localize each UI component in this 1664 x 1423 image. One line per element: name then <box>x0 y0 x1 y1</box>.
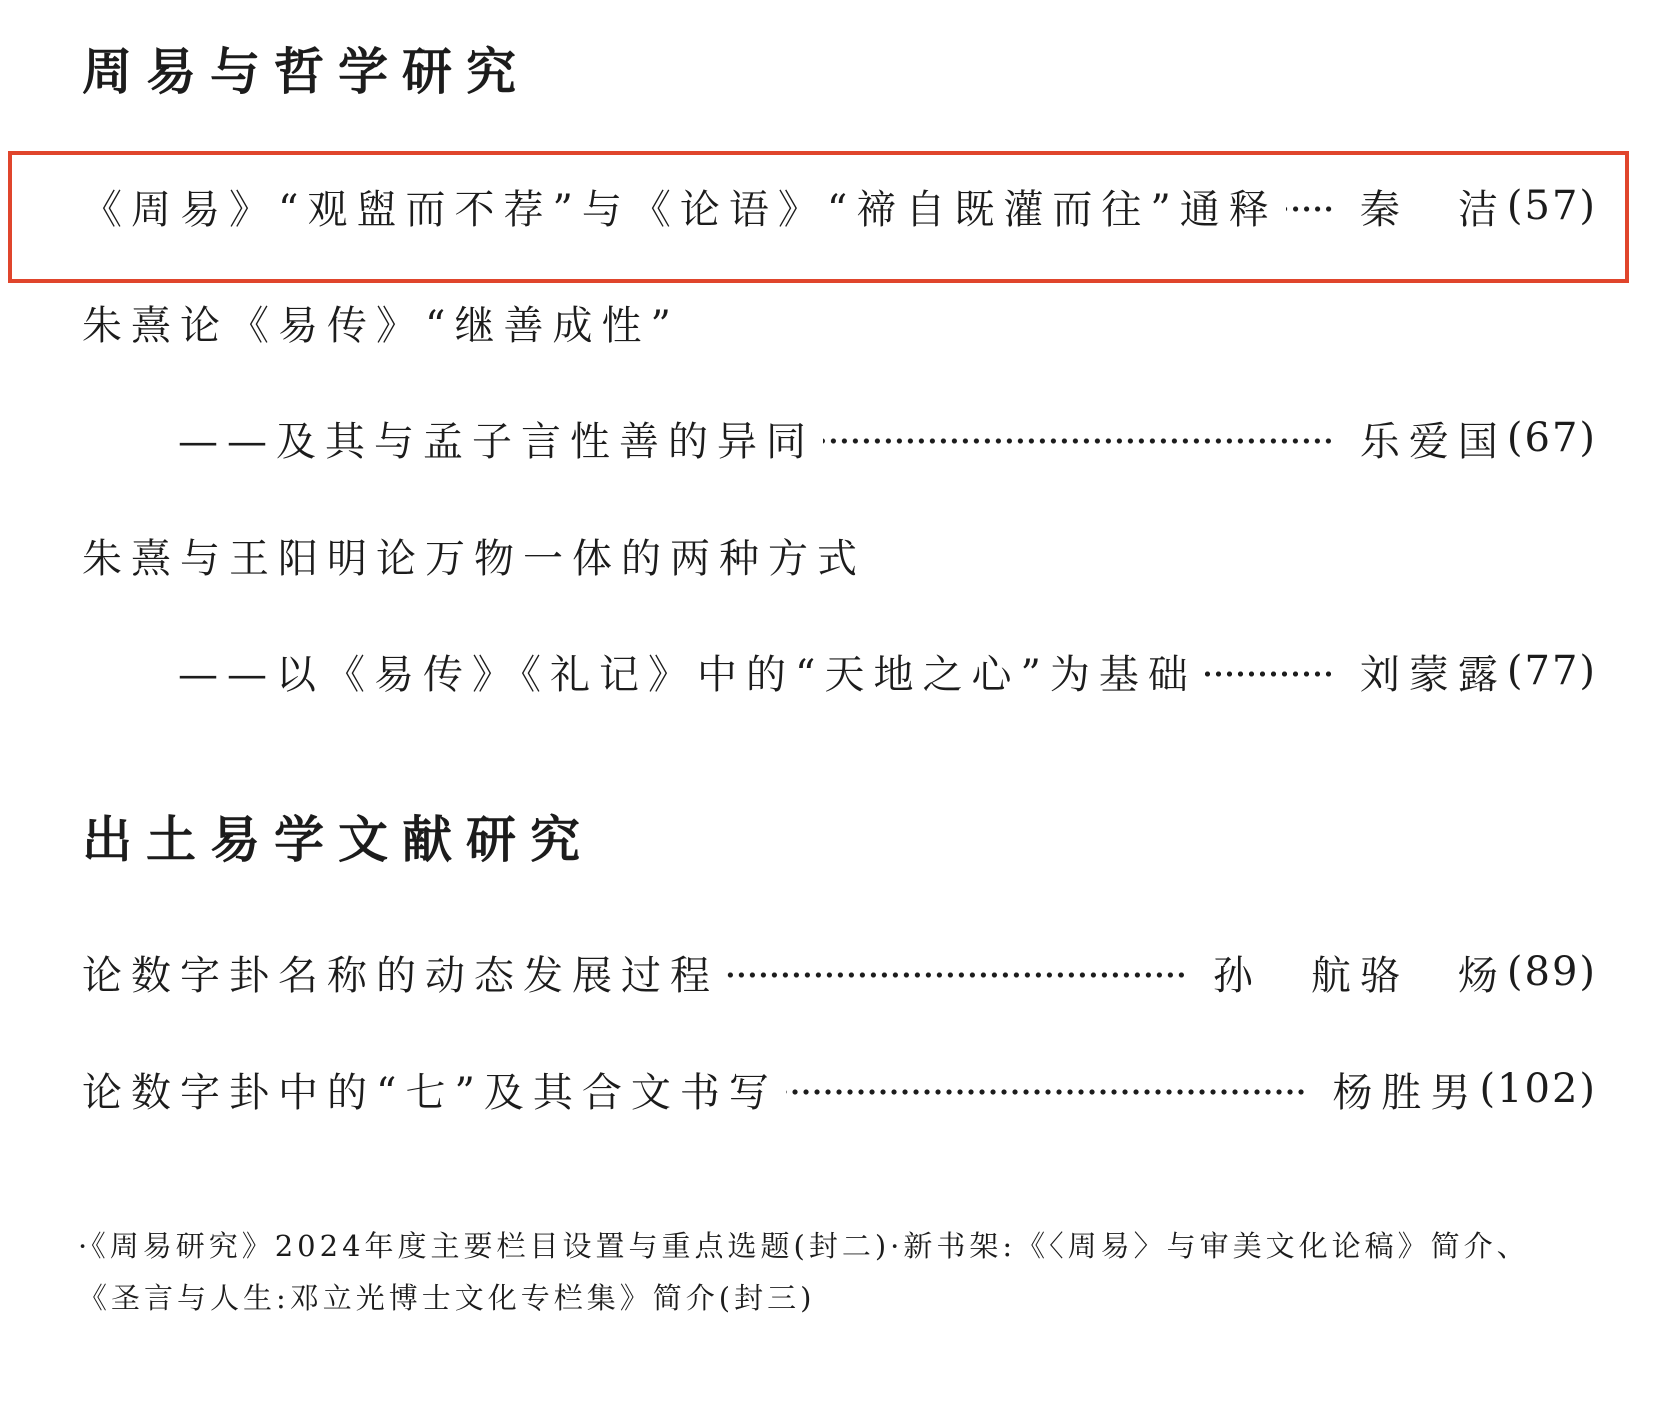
footnote-line-2: 《圣言与人生:邓立光博士文化专栏集》简介(封三) <box>78 1281 816 1315</box>
dot-leader <box>1286 206 1334 212</box>
entry-subtitle: ——及其与孟子言性善的异同 <box>178 418 815 465</box>
dot-leader <box>1205 671 1334 677</box>
entry-title: 论数字卦中的“七”及其合文书写 <box>82 1069 778 1116</box>
entry-page: (77) <box>1506 648 1597 694</box>
entry-author: 刘蒙露 <box>1359 651 1507 698</box>
toc-entry[interactable] <box>82 942 1597 1002</box>
toc-entry[interactable] <box>82 292 1597 352</box>
entry-author: 乐爱国 <box>1359 418 1507 465</box>
entry-title: 朱熹与王阳明论万物一体的两种方式 <box>82 535 866 582</box>
entry-title: 《周易》“观盥而不荐”与《论语》“禘自既灌而往”通释 <box>82 186 1278 233</box>
dot-leader <box>786 1089 1307 1095</box>
section-title-excavated: 出土易学文献研究 <box>82 811 594 869</box>
footnote-line-1: ·《周易研究》2024年度主要栏目设置与重点选题(封二)·新书架:《〈周易〉与审美文化论稿》简介、 <box>78 1229 1530 1263</box>
entry-page: (67) <box>1506 415 1597 461</box>
entry-subtitle: ——以《易传》《礼记》中的“天地之心”为基础 <box>178 651 1197 698</box>
entry-page: (102) <box>1479 1066 1597 1112</box>
dot-leader <box>727 972 1187 978</box>
entry-title: 论数字卦名称的动态发展过程 <box>82 952 719 999</box>
entry-author: 孙 航骆 炀 <box>1212 952 1507 999</box>
section-title-philosophy: 周易与哲学研究 <box>82 43 530 101</box>
entry-author: 杨胜男 <box>1332 1069 1480 1116</box>
entry-author: 秦 洁 <box>1359 186 1507 233</box>
toc-entry[interactable] <box>82 1059 1597 1119</box>
toc-entry[interactable] <box>82 176 1597 236</box>
toc-entry-subtitle[interactable] <box>178 641 1597 701</box>
entry-page: (57) <box>1506 183 1597 229</box>
entry-page: (89) <box>1506 949 1597 995</box>
dot-leader <box>823 438 1334 444</box>
toc-entry[interactable] <box>82 525 1597 585</box>
toc-entry-subtitle[interactable] <box>178 408 1597 468</box>
entry-title: 朱熹论《易传》“继善成性” <box>82 302 680 349</box>
